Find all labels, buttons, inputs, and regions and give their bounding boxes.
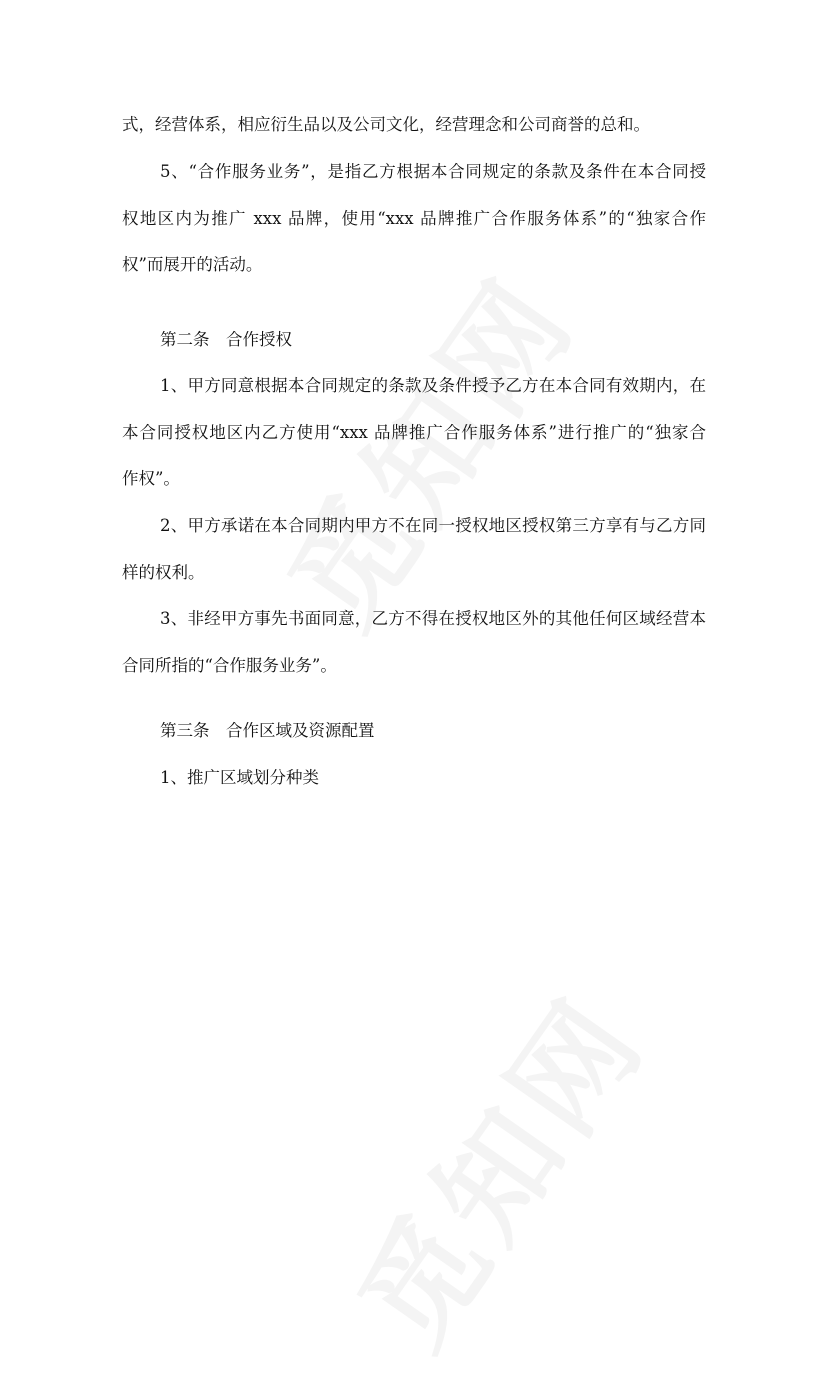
paragraph-line: 式，经营体系，相应衍生品以及公司文化，经营理念和公司商誉的总和。: [122, 115, 650, 134]
article-2-item-3-line-1: 3、非经甲方事先书面同意，乙方不得在授权地区外的其他任何区域经营本: [160, 609, 706, 628]
article-2-item-3-line-2: 合同所指的“合作服务业务”。: [122, 656, 337, 675]
clause-5-line-2: 权地区内为推广 xxx 品牌，使用“xxx 品牌推广合作服务体系”的“独家合作: [122, 209, 706, 228]
watermark-bottom: [313, 957, 678, 1375]
article-2-item-2-line-2: 样的权利。: [122, 563, 205, 582]
article-2-heading: 第二条 合作授权: [160, 330, 292, 349]
article-3-item-1: 1、推广区域划分种类: [160, 768, 319, 787]
article-2-item-2-line-1: 2、甲方承诺在本合同期内甲方不在同一授权地区授权第三方享有与乙方同: [160, 516, 706, 535]
clause-5-line-3: 权”而展开的活动。: [122, 255, 263, 274]
article-2-item-1-line-2: 本合同授权地区内乙方使用“xxx 品牌推广合作服务体系”进行推广的“独家合: [122, 423, 706, 442]
watermark: [243, 237, 608, 655]
clause-5-line-1: 5、“合作服务业务”，是指乙方根据本合同规定的条款及条件在本合同授: [160, 162, 706, 181]
article-2-item-1-line-1: 1、甲方同意根据本合同规定的条款及条件授予乙方在本合同有效期内，在: [160, 376, 706, 395]
article-3-heading: 第三条 合作区域及资源配置: [160, 721, 375, 740]
article-2-item-1-line-3: 作权”。: [122, 469, 180, 488]
